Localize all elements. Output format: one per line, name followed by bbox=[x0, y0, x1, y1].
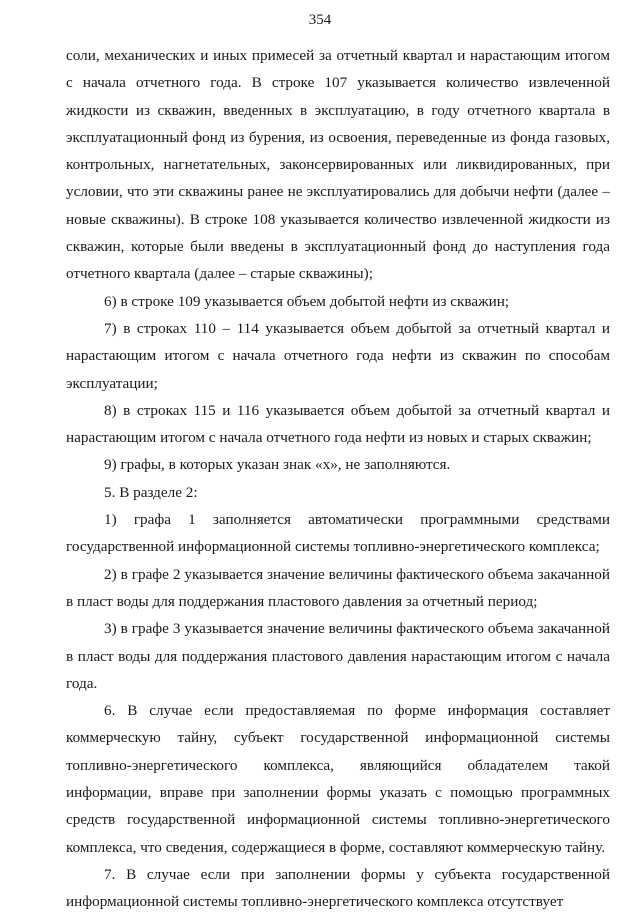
paragraph-section2-item-2: 2) в графе 2 указывается значение величины фактического объема закачанной в пласт воды для поддержания пластового давления за отчетный период; bbox=[66, 565, 610, 610]
paragraph-item-9: 9) графы, в которых указан знак «х», не заполняются. bbox=[104, 456, 451, 474]
paragraph-item-7: 7) в строках 110 – 114 указывается объем добытой за отчетный квартал и нарастающим итогом с начала отчетного года нефти из скважин по способам эксплуатации; bbox=[66, 319, 610, 392]
paragraph-item-8: 8) в строках 115 и 116 указывается объем добытой за отчетный квартал и нарастающим итогом с начала отчетного года нефти из новых и старых скважин; bbox=[66, 401, 610, 447]
document-body bbox=[66, 42, 610, 916]
paragraph-point-7: 7. В случае если при заполнении формы у субъекта государственной информационной системы топливно-энергетического комплекса отсутствует bbox=[66, 865, 610, 911]
paragraph-section2-item-3: 3) в графе 3 указывается значение величины фактического объема закачанной в пласт воды для поддержания пластового давления нарастающим итогом с начала года. bbox=[66, 620, 610, 692]
page-number: 354 bbox=[308, 12, 332, 28]
paragraph-item-6: 6) в строке 109 указывается объем добытой нефти из скважин; bbox=[104, 292, 510, 310]
paragraph-continuation: соли, механических и иных примесей за отчетный квартал и нарастающим итогом с начала отчетного года. В строке 107 указывается количество извлеченной жидкости из скважин, введенных в эксплуатацию, в году отчетного квартала в эксплуатационный фонд из бурения, из освоения, переведенные из фонда газовых, контрольных, нагнетательных, законсервированных или ликвидированных, при условии, что эти скважины ранее не эксплуатировались для добычи нефти (далее – новые скважины). В строке 108 указывается количество извлеченной жидкости из скважин, которые были введены в эксплуатационный фонд до наступления года отчетного квартала (далее – старые скважины); bbox=[66, 47, 610, 283]
paragraph-section2-item-1: 1) графа 1 заполняется автоматически программными средствами государственной информационной системы топливно-энергетического комплекса; bbox=[66, 511, 610, 556]
section-5-heading: 5. В разделе 2: bbox=[104, 483, 198, 501]
paragraph-point-6: 6. В случае если предоставляемая по форме информация составляет коммерческую тайну, субъект государственной информационной системы топливно-энергетического комплекса, являющийся обладателем такой информации, вправе при заполнении формы указать с помощью программных средств государственной информационной системы топливно-энергетического комплекса, что сведения, содержащиеся в форме, составляют коммерческую тайну. bbox=[66, 702, 610, 856]
